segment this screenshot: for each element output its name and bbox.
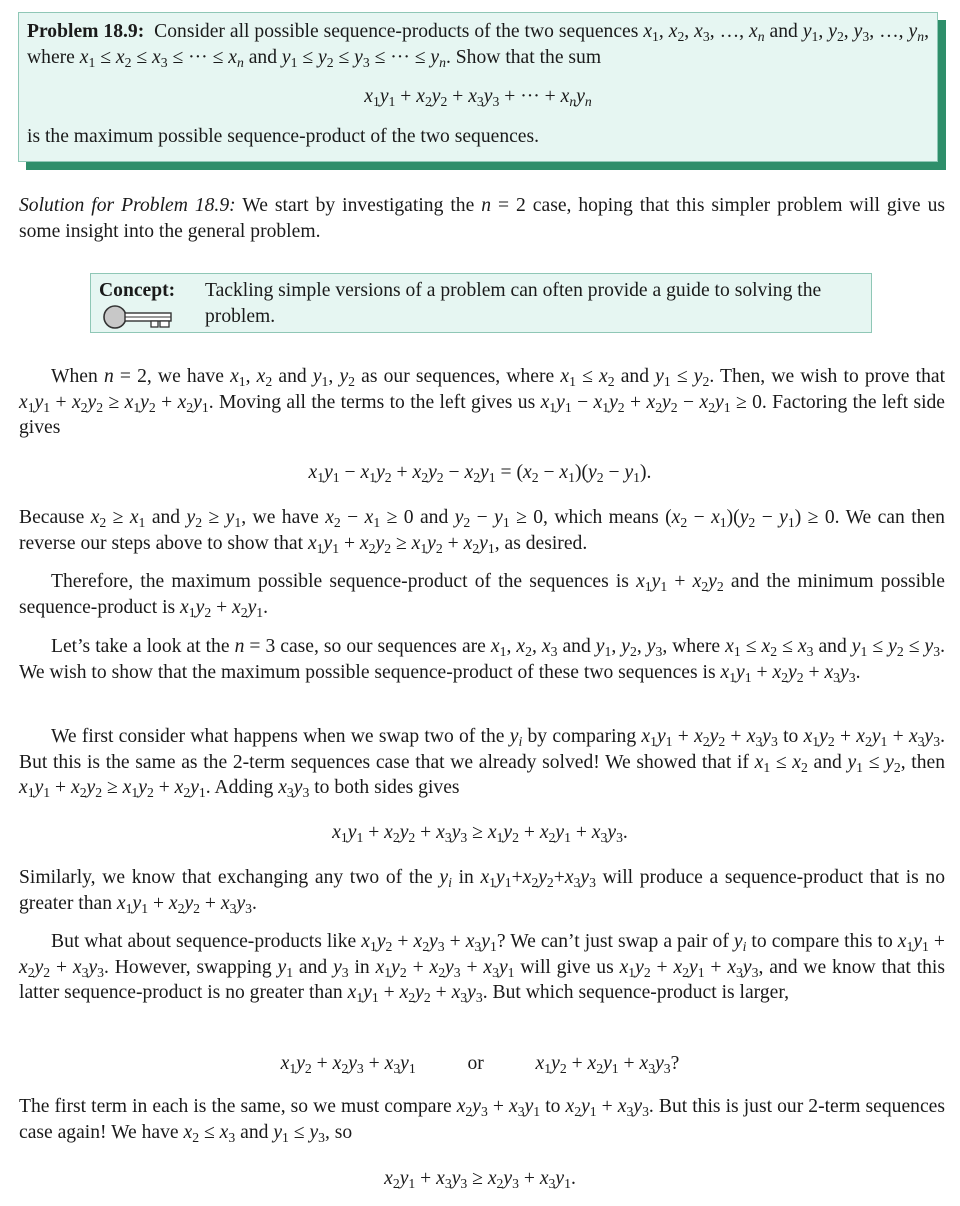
concept-text: Tackling simple versions of a problem can often provide a guide to solving the problem. <box>205 280 822 327</box>
paragraph-5: We first consider what happens when we swap two of the $y_i$ by comparing $x_1y_1 + x_2y_2 + x_3y_3$ to $x_1y_2 + x_2y_1 + x_3y_3$. But this is the same as the 2-term sequences case that we already solved! We showed that if $x_1 \le x_2$ and $y_1 \le y_2$, then $x_1y_1 + x_2y_2 \ge x_1y_2 + x_2y_1$. Adding $x_3y_3$ to both sides gives <box>19 726 945 800</box>
solution-label: Solution for Problem 18.9: <box>19 195 236 216</box>
problem-conclusion: is the maximum possible sequence-product of the two sequences. <box>27 125 540 147</box>
paragraph-6: Similarly, we know that exchanging any two of the $y_i$ in $x_1y_1+x_2y_2+x_3y_3$ will produce a sequence-product that is no greater than $x_1y_1 + x_2y_2 + x_3y_3$. <box>19 867 946 916</box>
paragraph-4: Let’s take a look at the n = 3 case, so our sequences are $x_1$, $x_2$, $x_3$ and $y_1$, $y_2$, $y_3$, where $x_1 \le x_2 \le x_3$ and $y_1 \le y_2 \le y_3$. We wish to show that the maximum possible sequence-product of these two sequences is $x_1y_1 + x_2y_2 + x_3y_3$. <box>19 636 945 685</box>
problem-statement <box>27 19 929 70</box>
key-icon <box>103 304 175 330</box>
paragraph-3: Therefore, the maximum possible sequence-product of the sequences is $x_1y_1 + x_2y_2$ and the minimum possible sequence-product is $x_1y_2 + x_2y_1$. <box>19 571 946 620</box>
comparison-or: or <box>467 1053 484 1074</box>
problem-label: Problem 18.9: <box>27 21 145 42</box>
equation-adding: $x_1y_1 + x_2y_2 + x_3y_3 \ge x_1y_2 + x_2y_1 + x_3y_3$. <box>332 822 628 845</box>
comparison-equation <box>0 1051 960 1077</box>
equation-factoring: $x_1y_1 - x_1y_2 + x_2y_2 - x_2y_1 = (x_2 - x_1)(y_2 - y_1)$. <box>308 462 652 485</box>
solution-intro-text: We start by investigating the n = 2 case, hoping that this simpler problem will give us some insight into the general problem. <box>19 195 945 242</box>
problem-box <box>18 12 938 162</box>
problem-text: Consider all possible sequence-products of the two sequences $x_1$, $x_2$, $x_3$, …, $x_n$ and $y_1$, $y_2$, $y_3$, …, $y_n$, where $x_1 \le x_2 \le x_3$ ≤ ··· ≤ $x_n$ and $y_1 \le y_2 \le y_3$ ≤ ··· ≤ $y_n$. Show that the sum <box>27 21 929 70</box>
solution-intro <box>19 193 945 244</box>
concept-label: Concept: <box>99 280 176 301</box>
paragraph-1: When n = 2, we have $x_1$, $x_2$ and $y_1$, $y_2$ as our sequences, where $x_1 \le x_2$ and $y_1 \le y_2$. Then, we wish to prove that $x_1y_1 + x_2y_2 \ge x_1y_2 + x_2y_1$. Moving all the terms to the left gives us $x_1y_1 - x_1y_2 + x_2y_2 - x_2y_1 \ge 0$. Factoring the left side gives <box>19 366 946 438</box>
comparison-right: $x_1y_2 + x_2y_1 + x_3y_3$? <box>535 1053 680 1076</box>
comparison-left: $x_1y_2 + x_2y_3 + x_3y_1$ <box>280 1053 416 1076</box>
paragraph-8: The first term in each is the same, so we must compare $x_2y_3 + x_3y_1$ to $x_2y_1 + x_3y_3$. But this is just our 2-term sequences case again! We have $x_2 \le x_3$ and $y_1 \le y_3$, so <box>19 1096 945 1145</box>
problem-display-equation: $x_1y_1 + x_2y_2 + x_3y_3$ + ··· + $x_ny_n$ <box>364 86 592 109</box>
paragraph-7: But what about sequence-products like $x_1y_2 + x_2y_3 + x_3y_1$? We can’t just swap a pair of $y_i$ to compare this to $x_1y_1 + x_2y_2 + x_3y_3$. However, swapping $y_1$ and $y_3$ in $x_1y_2 + x_2y_3 + x_3y_1$ will give us $x_1y_2 + x_2y_1 + x_3y_3$, and we know that this latter sequence-product is no greater than $x_1y_1 + x_2y_2 + x_3y_3$. But which sequence-product is larger, <box>19 931 945 1005</box>
paragraph-2: Because $x_2 \ge x_1$ and $y_2 \ge y_1$, we have $x_2 - x_1 \ge 0$ and $y_2 - y_1 \ge 0$, which means $(x_2 - x_1)(y_2 - y_1) \ge 0$. We can then reverse our steps above to show that $x_1y_1 + x_2y_2 \ge x_1y_2 + x_2y_1$, as desired. <box>19 507 945 556</box>
problem-box-content <box>18 12 938 162</box>
equation-final: $x_2y_1 + x_3y_3 \ge x_2y_3 + x_3y_1$. <box>384 1168 576 1191</box>
concept-box <box>90 273 872 333</box>
